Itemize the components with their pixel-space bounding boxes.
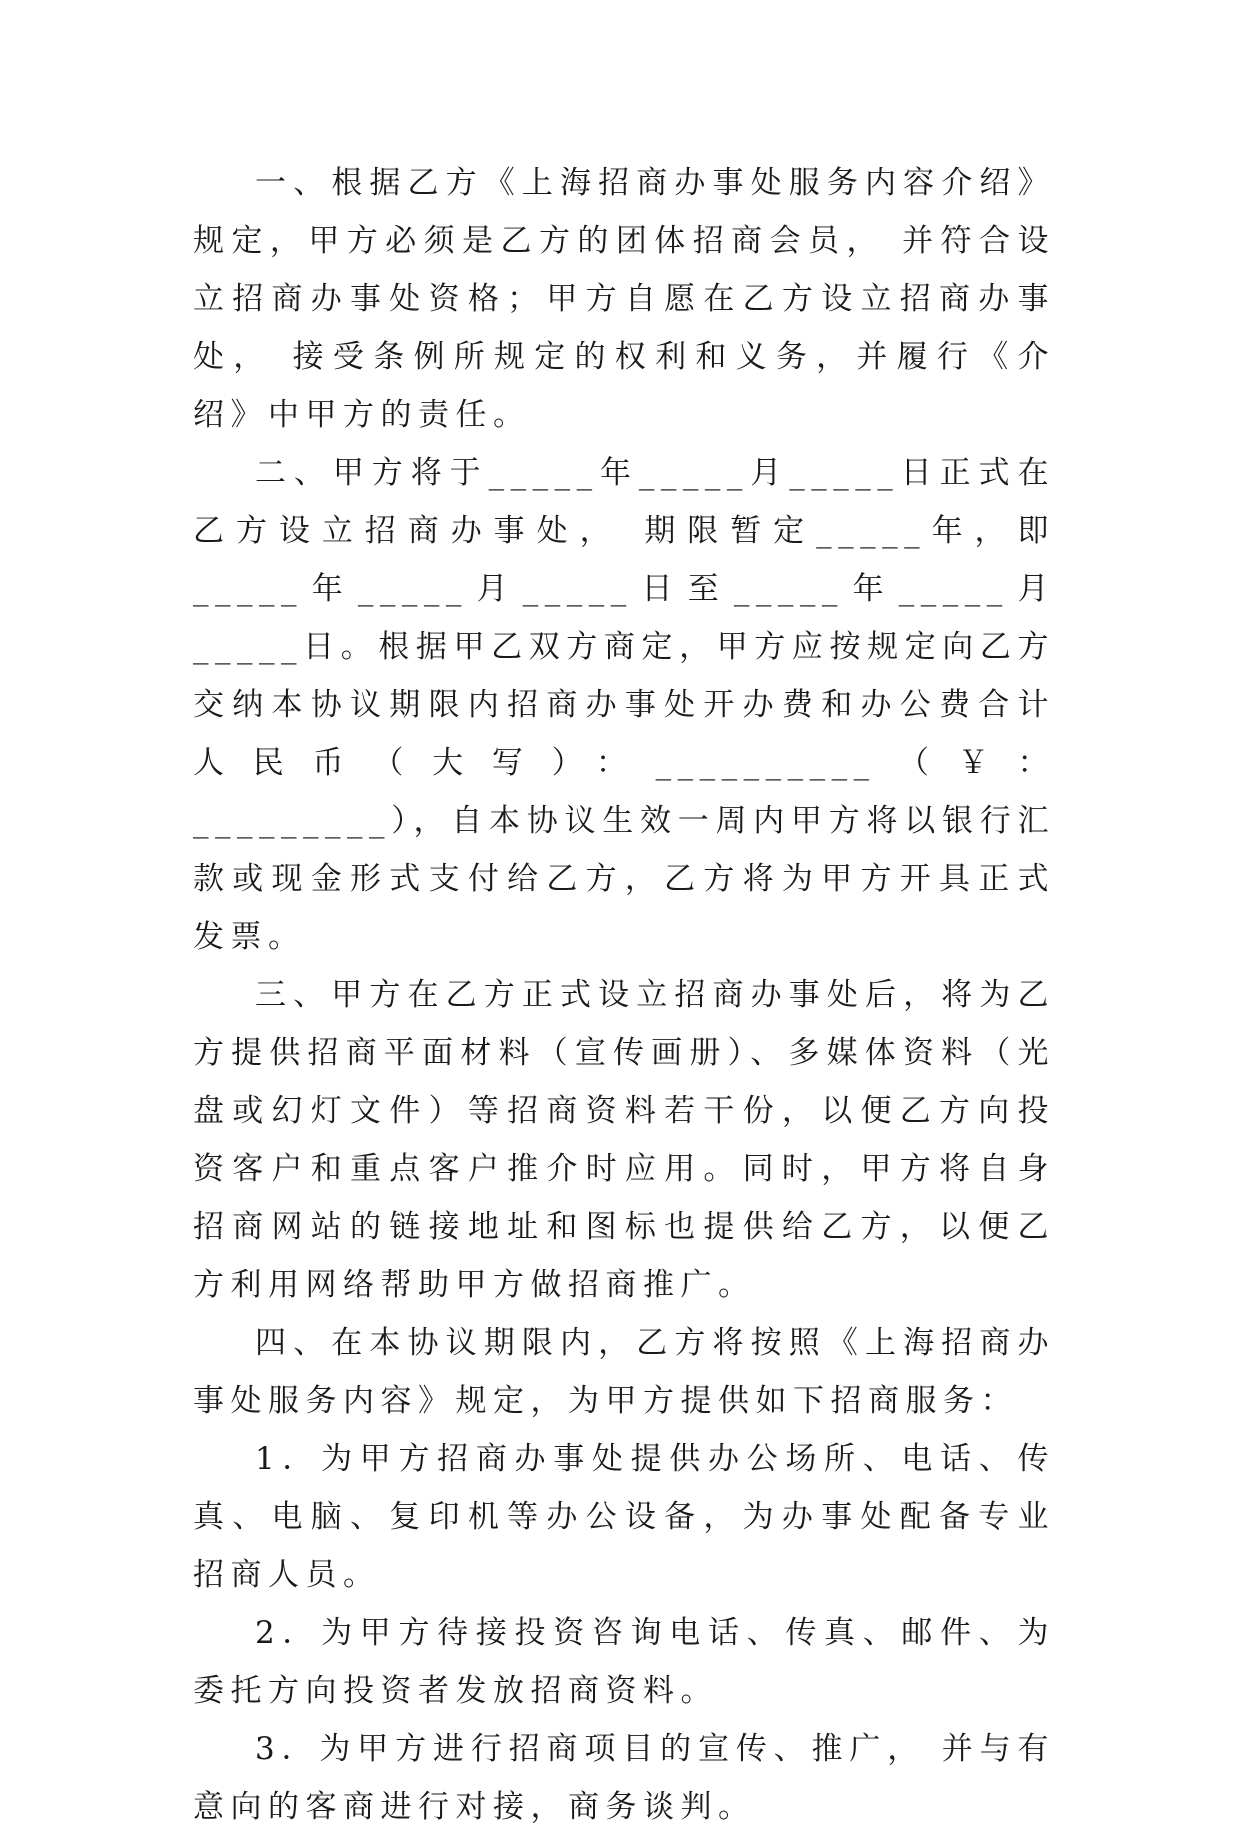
service-item-3: 3．为甲方进行招商项目的宣传、推广， 并与有意向的客商进行对接，商务谈判。 [193,1731,1055,1825]
clause-4-paragraph: 四、在本协议期限内，乙方将按照《上海招商办事处服务内容》规定，为甲方提供如下招商服务： [193,1325,1055,1419]
clause-1-paragraph: 一、根据乙方《上海招商办事处服务内容介绍》规定，甲方必须是乙方的团体招商会员， 并符合设立招商办事处资格；甲方自愿在乙方设立招商办事处， 接受条例所规定的权利和义务，并履行《介绍》中甲方的责任。 [193,165,1055,433]
document-body [193,154,1055,1836]
clause-3-paragraph: 三、甲方在乙方正式设立招商办事处后，将为乙方提供招商平面材料（宣传画册）、多媒体资料（光盘或幻灯文件）等招商资料若干份，以便乙方向投资客户和重点客户推介时应用。同时，甲方将自身招商网站的链接地址和图标也提供给乙方，以便乙方利用网络帮助甲方做招商推广。 [193,977,1055,1303]
service-item-2: 2．为甲方待接投资咨询电话、传真、邮件、为委托方向投资者发放招商资料。 [193,1615,1055,1709]
service-item-1: 1．为甲方招商办事处提供办公场所、电话、传真、电脑、复印机等办公设备，为办事处配备专业招商人员。 [193,1441,1055,1593]
clause-2-paragraph: 二、甲方将于_____年_____月_____日正式在乙方设立招商办事处， 期限暂定_____年，即_____年_____月_____日至_____年_____月_____日。根据甲乙双方商定，甲方应按规定向乙方交纳本协议期限内招商办事处开办费和办公费合计人民币（大写）：__________（￥：_________），自本协议生效一周内甲方将以银行汇款或现金形式支付给乙方，乙方将为甲方开具正式发票。 [193,455,1055,955]
